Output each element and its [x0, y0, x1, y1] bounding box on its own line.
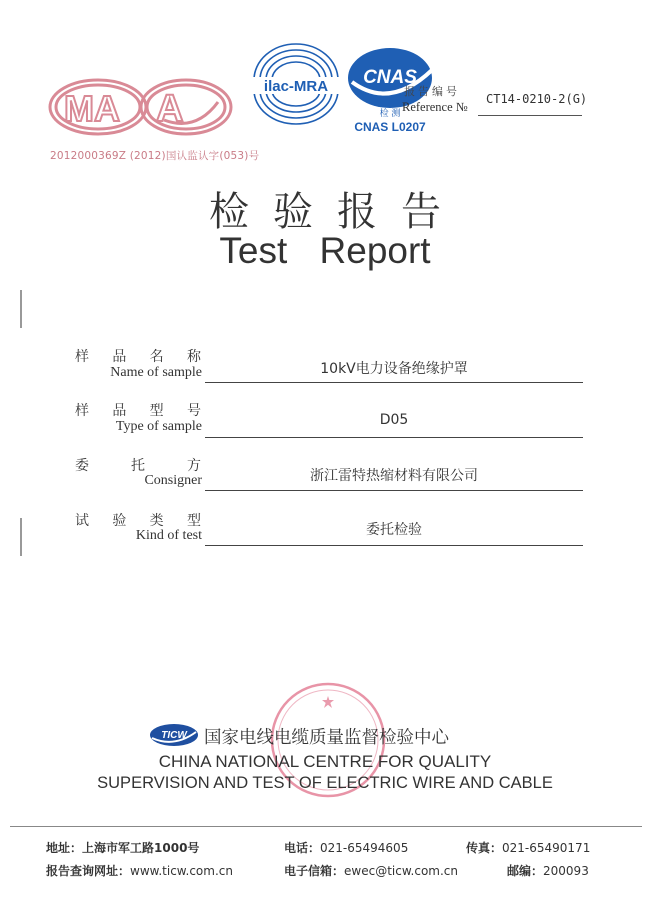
- title-cn: 检验报告: [209, 189, 465, 235]
- phone-label: 电话：: [284, 841, 321, 855]
- footer-fax: [466, 839, 590, 856]
- organization-name-en-line2: SUPERVISION AND TEST OF ELECTRIC WIRE AND CABLE: [97, 774, 553, 792]
- ticw-logo-text: TICW: [161, 730, 187, 741]
- field-name-label-en: Name of sample: [110, 365, 202, 380]
- fax-label: 传真：: [466, 841, 503, 855]
- email-label: 电子信箱：: [284, 864, 345, 878]
- reference-label-cn: 报告编号: [404, 85, 460, 98]
- margin-mark: [20, 290, 22, 328]
- address-label: 地址：: [46, 841, 83, 855]
- field-kind-value: 委托检验: [366, 522, 422, 538]
- footer-rule: [10, 826, 642, 827]
- address-value: 上海市军工路1000号: [82, 841, 200, 855]
- field-name-label-cn: 样品名称: [75, 349, 201, 365]
- cnas-sub: 检 测: [379, 109, 401, 119]
- postcode-label: 邮编：: [507, 864, 544, 878]
- phone-value: 021-65494605: [320, 841, 409, 855]
- ticw-logo: [148, 722, 200, 748]
- ilac-label: ilac-MRA: [263, 78, 329, 95]
- query-url: www.ticw.com.cn: [130, 864, 233, 878]
- cma-code: 2012000369Z (2012)国认监认字(053)号: [50, 150, 260, 162]
- footer-phone: [284, 839, 408, 856]
- title-en: Test Report: [219, 230, 431, 271]
- postcode-value: 200093: [543, 864, 589, 878]
- field-consigner-value: 浙江雷特热缩材料有限公司: [310, 468, 478, 484]
- footer-postcode: [507, 862, 589, 879]
- field-underline: [205, 490, 583, 491]
- margin-mark: [20, 518, 22, 556]
- cma-cal-stamp-logo: [46, 72, 236, 142]
- svg-text:A: A: [156, 88, 184, 130]
- fax-value: 021-65490171: [502, 841, 591, 855]
- reference-label-en: Reference №: [402, 100, 468, 114]
- field-underline: [205, 545, 583, 546]
- field-type-label-en: Type of sample: [115, 419, 202, 434]
- field-consigner-label-en: Consigner: [144, 473, 202, 488]
- field-underline: [205, 437, 583, 438]
- organization-name-en-line1: CHINA NATIONAL CENTRE FOR QUALITY: [158, 752, 492, 771]
- field-consigner-label-cn: 委托方: [75, 458, 201, 474]
- svg-text:MA: MA: [64, 88, 120, 129]
- reference-underline: [478, 115, 582, 116]
- cnas-code: CNAS L0207: [354, 120, 426, 134]
- organization-name-cn: 国家电线电缆质量监督检验中心: [204, 728, 449, 748]
- cnas-label: CNAS: [363, 67, 417, 88]
- field-name-value: 10kV电力设备绝缘护罩: [320, 361, 468, 377]
- footer-query: [46, 862, 233, 879]
- field-type-label-cn: 样品型号: [75, 403, 201, 419]
- query-label: 报告查询网址：: [46, 864, 131, 878]
- email-value: ewec@ticw.com.cn: [344, 864, 459, 878]
- footer-email: [284, 862, 458, 879]
- field-type-value: D05: [379, 412, 409, 428]
- field-underline: [205, 382, 583, 383]
- ilac-mra-logo: [246, 40, 346, 130]
- reference-value: CT14-0210-2(G): [486, 92, 588, 106]
- field-kind-label-cn: 试验类型: [75, 513, 201, 529]
- footer-address: [46, 839, 199, 856]
- field-kind-label-en: Kind of test: [135, 528, 202, 543]
